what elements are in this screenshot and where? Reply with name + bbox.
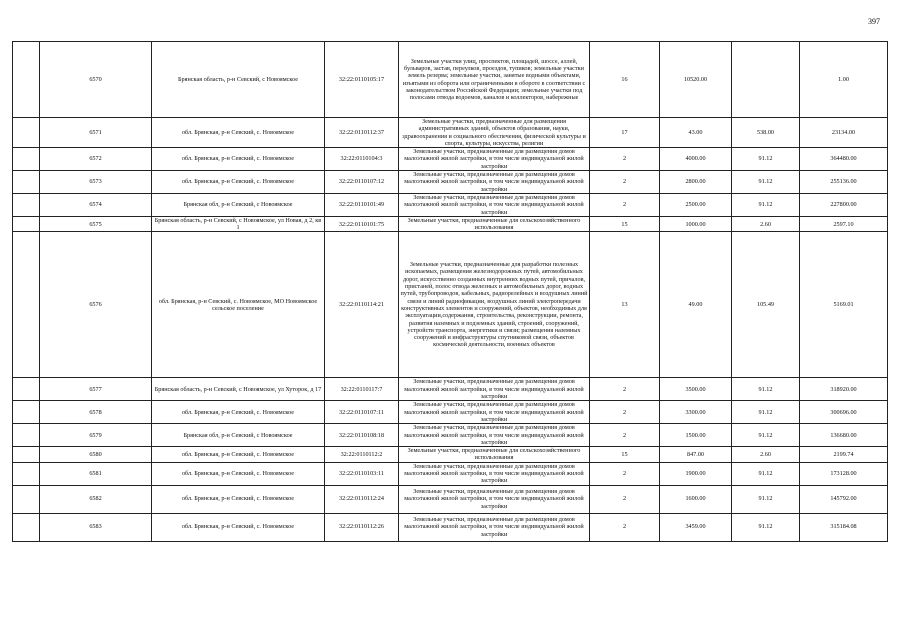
specific-value-cell <box>732 42 800 118</box>
use-group-code-cell: 13 <box>590 232 660 378</box>
land-use-cell: Земельные участки, предназначенные для размещения домов малоэтажной жилой застройки, в том числе индивидуальной жилой застройки <box>399 485 590 513</box>
table-row <box>13 148 888 171</box>
table-row <box>13 401 888 424</box>
address-cell: Брянская область, р-н Севский, с Новоямское, ул Новая, д 2, кв 1 <box>152 216 325 232</box>
use-group-code-cell: 2 <box>590 401 660 424</box>
land-use-cell: Земельные участки, предназначенные для сельскохозяйственного использования <box>399 447 590 463</box>
cadastral-value-cell: 318920.00 <box>800 378 888 401</box>
cadastral-value-cell: 136680.00 <box>800 424 888 447</box>
land-use-cell: Земельные участки, предназначенные для размещения домов малоэтажной жилой застройки, в том числе индивидуальной жилой застройки <box>399 513 590 541</box>
row-number: 6573 <box>40 171 152 194</box>
area-cell: 1500.00 <box>660 424 732 447</box>
land-use-cell: Земельные участки, предназначенные для сельскохозяйственного использования <box>399 216 590 232</box>
address-cell: обл. Брянская, р-н Севский, с. Новоямское <box>152 447 325 463</box>
cadastral-number-cell: 32:22:0110114:21 <box>325 232 399 378</box>
cadastral-value-cell: 173128.00 <box>800 462 888 485</box>
row-number: 6579 <box>40 424 152 447</box>
address-cell: Брянская область, р-н Севский, с Новоямское, ул Хуторок, д 17 <box>152 378 325 401</box>
use-group-code-cell: 2 <box>590 513 660 541</box>
address-cell: Брянская область, р-н Севский, с Новоямское <box>152 42 325 118</box>
specific-value-cell: 91.12 <box>732 378 800 401</box>
row-number: 6582 <box>40 485 152 513</box>
area-cell: 847.00 <box>660 447 732 463</box>
use-group-code-cell: 15 <box>590 447 660 463</box>
table-row <box>13 118 888 148</box>
table-row <box>13 513 888 541</box>
cadastral-number-cell: 32:22:0110104:3 <box>325 148 399 171</box>
address-cell: обл. Брянская, р-н Севский, с. Новоямское <box>152 513 325 541</box>
row-number: 6576 <box>40 232 152 378</box>
cadastral-number-cell: 32:22:0110117:7 <box>325 378 399 401</box>
page-number: 397 <box>868 17 880 26</box>
cadastral-number-cell: 32:22:0110103:11 <box>325 462 399 485</box>
use-group-code-cell: 2 <box>590 193 660 216</box>
col-index <box>13 42 40 118</box>
row-number: 6581 <box>40 462 152 485</box>
col-index <box>13 216 40 232</box>
cadastral-value-table <box>12 41 888 542</box>
area-cell: 10520.00 <box>660 42 732 118</box>
land-use-cell: Земельные участки, предназначенные для размещения домов малоэтажной жилой застройки, в том числе индивидуальной жилой застройки <box>399 193 590 216</box>
cadastral-value-cell: 315184.08 <box>800 513 888 541</box>
specific-value-cell: 91.12 <box>732 148 800 171</box>
cadastral-number-cell: 32:22:0110112:24 <box>325 485 399 513</box>
land-use-cell: Земельные участки, предназначенные для размещения домов малоэтажной жилой застройки, в том числе индивидуальной жилой застройки <box>399 462 590 485</box>
specific-value-cell: 91.12 <box>732 485 800 513</box>
cadastral-value-cell: 1.00 <box>800 42 888 118</box>
use-group-code-cell: 2 <box>590 148 660 171</box>
cadastral-number-cell: 32:22:0110107:12 <box>325 171 399 194</box>
cadastral-number-cell: 32:22:0110105:17 <box>325 42 399 118</box>
area-cell: 1000.00 <box>660 216 732 232</box>
col-index <box>13 171 40 194</box>
cadastral-value-cell: 5169.01 <box>800 232 888 378</box>
cadastral-number-cell: 32:22:0110107:11 <box>325 401 399 424</box>
table-row <box>13 232 888 378</box>
address-cell: обл. Брянская, р-н Севский, с. Новоямское <box>152 485 325 513</box>
use-group-code-cell: 17 <box>590 118 660 148</box>
specific-value-cell: 91.12 <box>732 171 800 194</box>
cadastral-value-cell: 2199.74 <box>800 447 888 463</box>
cadastral-number-cell: 32:22:0110112:2 <box>325 447 399 463</box>
specific-value-cell: 91.12 <box>732 401 800 424</box>
specific-value-cell: 538.00 <box>732 118 800 148</box>
cadastral-value-cell: 255136.00 <box>800 171 888 194</box>
cadastral-number-cell: 32:22:0110101:49 <box>325 193 399 216</box>
use-group-code-cell: 2 <box>590 424 660 447</box>
cadastral-value-cell: 145792.00 <box>800 485 888 513</box>
col-index <box>13 193 40 216</box>
col-index <box>13 148 40 171</box>
table-row <box>13 424 888 447</box>
col-index <box>13 424 40 447</box>
table-row <box>13 42 888 118</box>
address-cell: обл. Брянская, р-н Севский, с. Новоямское <box>152 118 325 148</box>
col-index <box>13 513 40 541</box>
col-index <box>13 485 40 513</box>
use-group-code-cell: 2 <box>590 462 660 485</box>
use-group-code-cell: 16 <box>590 42 660 118</box>
table-row <box>13 462 888 485</box>
row-number: 6571 <box>40 118 152 148</box>
row-number: 6572 <box>40 148 152 171</box>
cadastral-value-cell: 23134.00 <box>800 118 888 148</box>
use-group-code-cell: 2 <box>590 171 660 194</box>
area-cell: 3300.00 <box>660 401 732 424</box>
table-row <box>13 378 888 401</box>
land-use-cell: Земельные участки, предназначенные для размещения домов малоэтажной жилой застройки, в том числе индивидуальной жилой застройки <box>399 401 590 424</box>
area-cell: 4000.00 <box>660 148 732 171</box>
address-cell: обл. Брянская, р-н Севский, с. Новоямское <box>152 462 325 485</box>
area-cell: 1600.00 <box>660 485 732 513</box>
specific-value-cell: 105.49 <box>732 232 800 378</box>
address-cell: обл. Брянская, р-н Севский, с. Новоямское <box>152 148 325 171</box>
area-cell: 43.00 <box>660 118 732 148</box>
row-number: 6580 <box>40 447 152 463</box>
col-index <box>13 378 40 401</box>
use-group-code-cell: 15 <box>590 216 660 232</box>
area-cell: 2800.00 <box>660 171 732 194</box>
col-index <box>13 462 40 485</box>
area-cell: 3459.00 <box>660 513 732 541</box>
cadastral-number-cell: 32:22:0110108:18 <box>325 424 399 447</box>
area-cell: 2500.00 <box>660 193 732 216</box>
cadastral-value-cell: 300696.00 <box>800 401 888 424</box>
col-index <box>13 118 40 148</box>
row-number: 6577 <box>40 378 152 401</box>
address-cell: Брянская обл, р-н Севский, с Новоямское <box>152 424 325 447</box>
land-use-cell: Земельные участки, предназначенные для размещения домов малоэтажной жилой застройки, в том числе индивидуальной жилой застройки <box>399 171 590 194</box>
area-cell: 3500.00 <box>660 378 732 401</box>
address-cell: обл. Брянская, р-н Севский, с. Новоямское <box>152 401 325 424</box>
table-row <box>13 193 888 216</box>
table-row <box>13 447 888 463</box>
land-use-cell: Земельные участки, предназначенные для размещения домов малоэтажной жилой застройки, в том числе индивидуальной жилой застройки <box>399 378 590 401</box>
row-number: 6574 <box>40 193 152 216</box>
col-index <box>13 447 40 463</box>
row-number: 6575 <box>40 216 152 232</box>
address-cell: обл. Брянская, р-н Севский, с. Новоямское <box>152 171 325 194</box>
land-use-cell: Земельные участки, предназначенные для размещения домов малоэтажной жилой застройки, в том числе индивидуальной жилой застройки <box>399 148 590 171</box>
specific-value-cell: 91.12 <box>732 462 800 485</box>
address-cell: обл. Брянская, р-н Севский, с. Новоямское, МО Новоямское сельское поселение <box>152 232 325 378</box>
cadastral-value-cell: 2597.10 <box>800 216 888 232</box>
address-cell: Брянская обл, р-н Севский, с Новоямское <box>152 193 325 216</box>
row-number: 6583 <box>40 513 152 541</box>
cadastral-value-cell: 364480.00 <box>800 148 888 171</box>
col-index <box>13 401 40 424</box>
table-row <box>13 216 888 232</box>
specific-value-cell: 91.12 <box>732 193 800 216</box>
area-cell: 1900.00 <box>660 462 732 485</box>
land-use-cell: Земельные участки, предназначенные для разработки полезных ископаемых, размещения железнодорожных путей, автомобильных дорог, искусственно созданных внутренних водных путей, причалов, пристаней, полос отвода железных и автомобильных дорог, водных путей, трубопроводов, кабельных, радиорелейных и воздушных линий связи и линий радиофикации, воздушных линий электропередачи конструктивных элементов и сооружений, объектов, необходимых для эксплуатации,содержания, строительства, реконструкции, ремонта, развития наземных и подземных зданий, строений, сооружений, устройств транспорта, энергетики и связи; размещения наземных сооружений и инфраструктуры спутниковой связи, объектов космической деятельности, военных объектов <box>399 232 590 378</box>
table-row <box>13 485 888 513</box>
cadastral-value-cell: 227800.00 <box>800 193 888 216</box>
specific-value-cell: 2.60 <box>732 216 800 232</box>
cadastral-number-cell: 32:22:0110112:26 <box>325 513 399 541</box>
land-use-cell: Земельные участки, предназначенные для размещения домов малоэтажной жилой застройки, в том числе индивидуальной жилой застройки <box>399 424 590 447</box>
land-use-cell: Земельные участки, предназначенные для размещения административных зданий, объектов образования, науки, здравоохранения и социального обеспечения, физической культуры и спорта, культуры, искусства, религии <box>399 118 590 148</box>
use-group-code-cell: 2 <box>590 485 660 513</box>
cadastral-number-cell: 32:22:0110101:75 <box>325 216 399 232</box>
cadastral-number-cell: 32:22:0110112:37 <box>325 118 399 148</box>
specific-value-cell: 91.12 <box>732 424 800 447</box>
row-number: 6570 <box>40 42 152 118</box>
specific-value-cell: 91.12 <box>732 513 800 541</box>
col-index <box>13 232 40 378</box>
row-number: 6578 <box>40 401 152 424</box>
specific-value-cell: 2.60 <box>732 447 800 463</box>
table-row <box>13 171 888 194</box>
land-use-cell: Земельные участки улиц, проспектов, площадей, шоссе, аллей, бульваров, застав, переулков, проездов, тупиков; земельные участки земель резерва; земельные участки, занятые водными объектами, изъятыми из оборота или ограниченными в обороте в соответствии с законодательством Российской Федерации; земельные участки под полосами отвода водоемов, каналов и коллекторов, набережные <box>399 42 590 118</box>
use-group-code-cell: 2 <box>590 378 660 401</box>
area-cell: 49.00 <box>660 232 732 378</box>
